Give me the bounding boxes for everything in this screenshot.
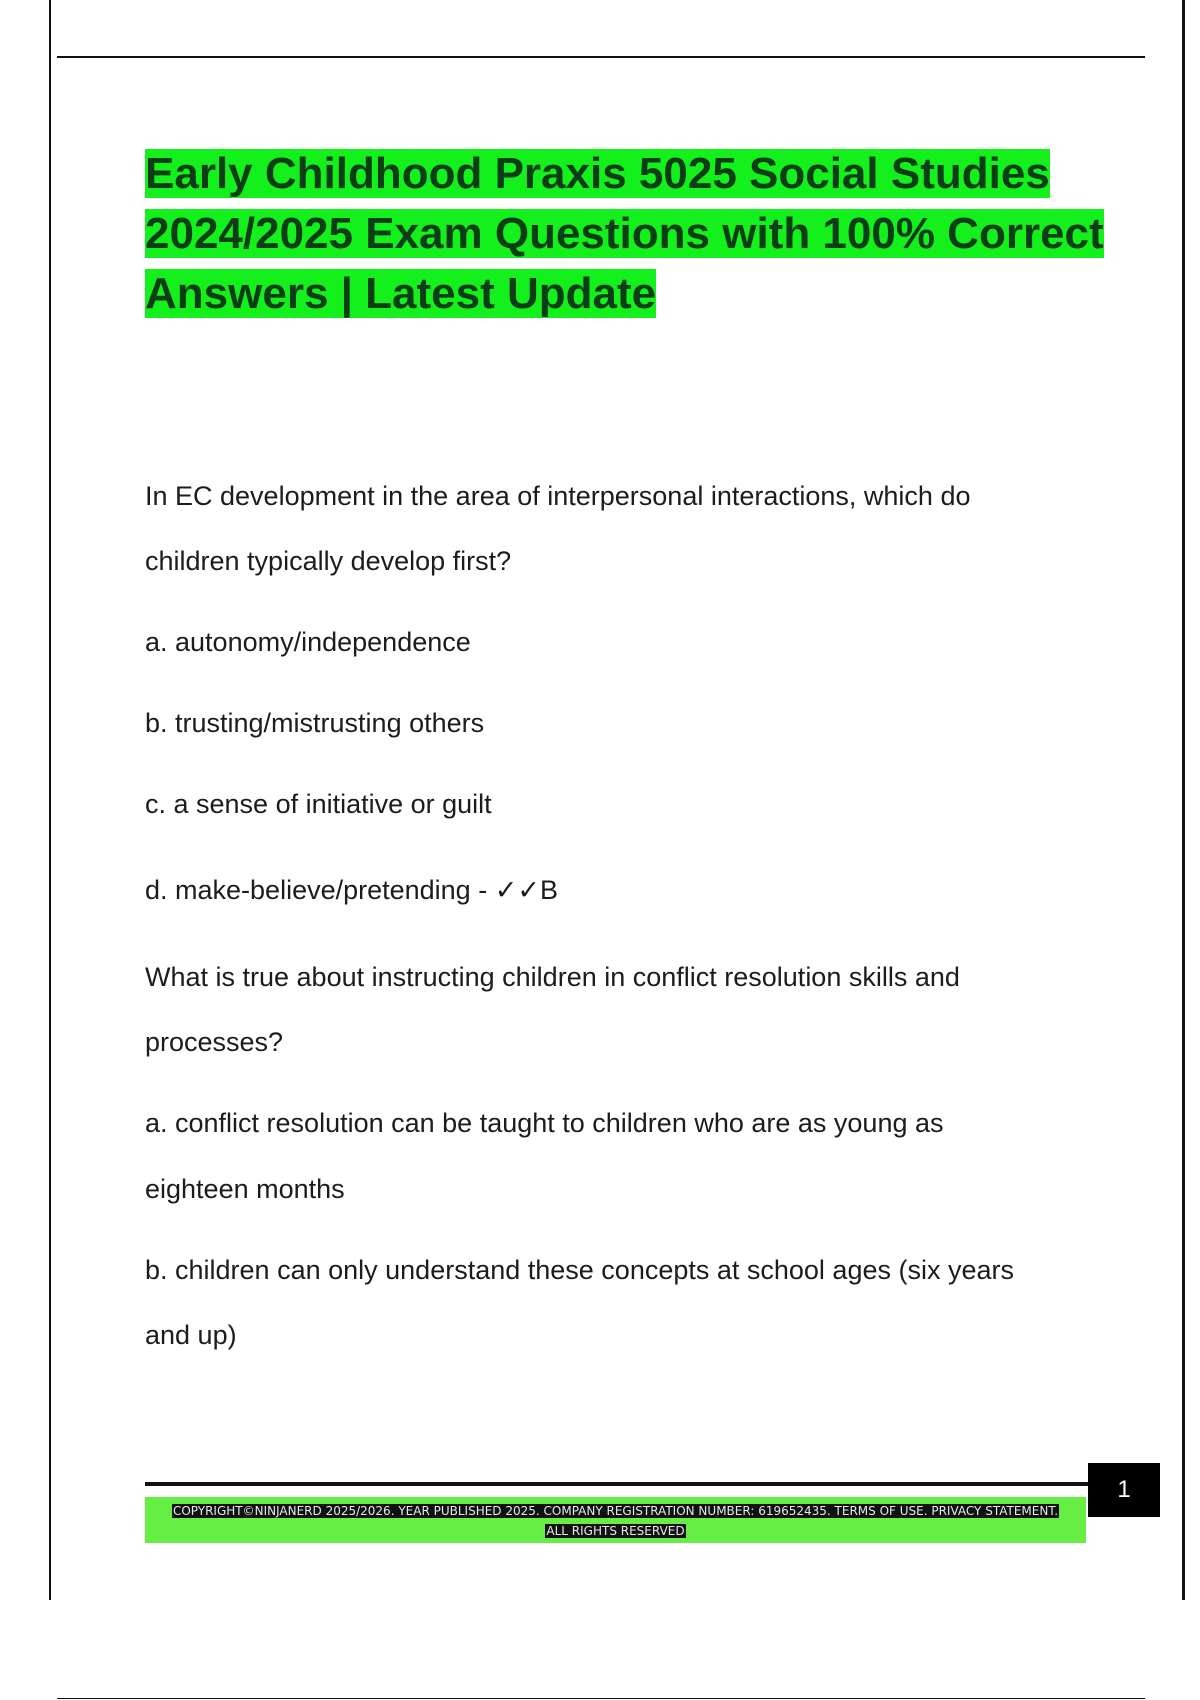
- question-1-line-2: children typically develop first?: [145, 546, 512, 576]
- question-2-option-b-line-1: b. children can only understand these concepts at school ages (six years: [145, 1255, 1014, 1285]
- page-border-left: [49, 0, 51, 1600]
- header-rule: [57, 56, 1145, 58]
- question-1-option-d: d. make-believe/pretending - ✓✓B: [145, 875, 558, 905]
- page-number-badge: 1: [1088, 1463, 1160, 1517]
- footer-rule: [145, 1482, 1090, 1486]
- question-2-line-2: processes?: [145, 1027, 284, 1057]
- question-2-option-a-line-2: eighteen months: [145, 1174, 345, 1204]
- question-1-option-b: b. trusting/mistrusting others: [145, 708, 485, 738]
- footer-copyright-text: COPYRIGHT©NINJANERD 2025/2026. YEAR PUBLISHED 2025. COMPANY REGISTRATION NUMBER: 619652435. TERMS OF USE. PRIVACY STATEMENT. ALL RIGHTS RESERVED: [172, 1504, 1059, 1538]
- next-page-rule: [57, 1698, 1145, 1699]
- question-1-line-1: In EC development in the area of interpersonal interactions, which do: [145, 481, 971, 511]
- question-2-option-b-line-2: and up): [145, 1320, 237, 1350]
- question-1-option-a: a. autonomy/independence: [145, 627, 471, 657]
- document-title-text: Early Childhood Praxis 5025 Social Studies 2024/2025 Exam Questions with 100% Correct Answers | Latest Update: [145, 149, 1104, 318]
- question-2-option-a-line-1: a. conflict resolution can be taught to children who are as young as: [145, 1108, 944, 1138]
- question-2-line-1: What is true about instructing children in conflict resolution skills and: [145, 962, 960, 992]
- document-title: [145, 144, 1105, 324]
- question-1-option-c: c. a sense of initiative or guilt: [145, 789, 492, 819]
- footer-copyright-band: [145, 1497, 1086, 1543]
- page-border-right: [1182, 0, 1185, 1600]
